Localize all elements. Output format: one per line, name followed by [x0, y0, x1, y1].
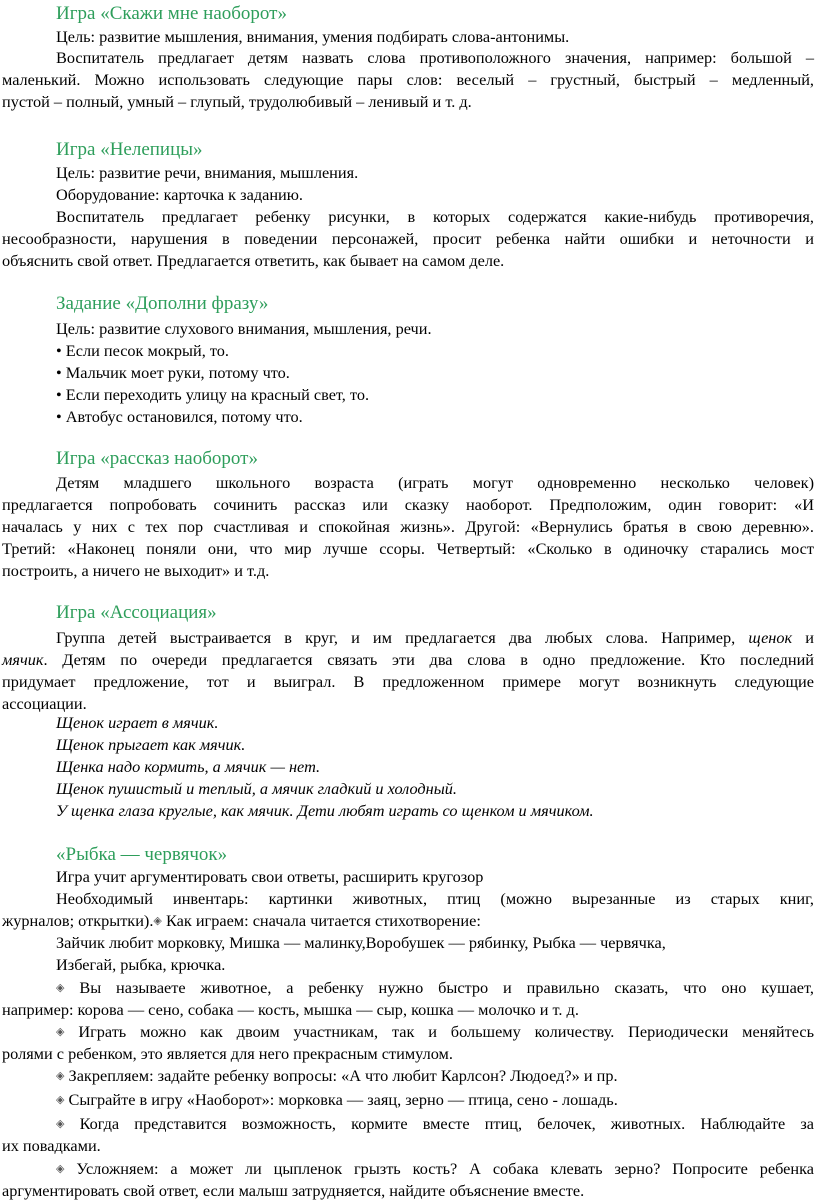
list-item: • Автобус остановился, потому что.: [56, 407, 303, 426]
diamond-bullet-icon: ◈: [56, 1094, 65, 1106]
word-puppy: щенок: [748, 628, 793, 647]
diamond-bullet-icon: ◈: [56, 1163, 65, 1175]
example-line: Щенок играет в мячик.: [56, 713, 219, 732]
diamond-bullet-icon: ◈: [153, 915, 162, 927]
diamond-bullet-icon: ◈: [56, 1026, 65, 1038]
heading-fish-worm: «Рыбка — червячок»: [56, 844, 228, 865]
example-line: Щенка надо кормить, а мячик — нет.: [56, 757, 321, 776]
goal-line: Цель: развитие речи, внимания, мышления.: [56, 163, 359, 182]
paragraph-line: ролями с ребенком, это является для него прекрасным стимулом.: [2, 1044, 453, 1063]
paragraph-line: ассоциации.: [2, 694, 87, 713]
paragraph-text: Усложняем: а может ли цыпленок грызть кость? А собака клевать зерно? Попросите ребенка: [76, 1159, 814, 1178]
diamond-bullet-icon: ◈: [56, 982, 65, 994]
paragraph-line: пустой – полный, умный – глупый, трудолюбивый – ленивый и т. д.: [2, 92, 472, 111]
paragraph-text: Играть можно как двоим участникам, так и большему количеству. Периодически меняйтесь: [78, 1022, 814, 1041]
word-ball: мячик: [2, 650, 44, 669]
paragraph-line: построить, а ничего не выходит» и т.д.: [2, 561, 270, 580]
paragraph-line: началась у них с тех пор счастливая и спокойная жизнь». Другой: «Вернулись братья в свою деревню».: [2, 517, 814, 536]
paragraph-line: [2, 627, 814, 649]
paragraph-line: например: корова — сено, собака — кость, мышка — сыр, кошка — молочко и т. д.: [2, 1000, 579, 1019]
diamond-bullet-icon: ◈: [56, 1118, 65, 1130]
paragraph-text: журналов; открытки).: [2, 911, 154, 930]
paragraph-line: [2, 649, 814, 671]
paragraph-line: объяснить свой ответ. Предлагается ответить, как бывает на самом деле.: [2, 251, 505, 270]
equipment-line: Оборудование: карточка к заданию.: [56, 185, 303, 204]
heading-reverse-story: Игра «рассказ наоборот»: [56, 448, 258, 469]
list-item: • Если песок мокрый, то.: [56, 341, 229, 360]
paragraph-line: придумает предложение, тот и выиграл. В предложенном примере могут возникнуть следующие: [2, 672, 814, 691]
heading-association-game: Игра «Ассоциация»: [56, 602, 217, 623]
paragraph-line: маленький. Можно использовать следующие пары слов: веселый – грустный, быстрый – медленный,: [2, 70, 814, 89]
paragraph-text: Группа детей выстраивается в круг, и им предлагается два любых слова. Например,: [56, 628, 736, 647]
diamond-bullet-icon: ◈: [56, 1070, 65, 1082]
poem-line: Зайчик любит морковку, Мишка — малинку,Воробушек — рябинку, Рыбка — червячка,: [56, 933, 666, 952]
poem-line: Избегай, рыбка, крючка.: [56, 955, 226, 974]
paragraph-line: [2, 1158, 814, 1182]
paragraph-line: несообразности, нарушения в поведении персонажей, просит ребенка найти ошибки и неточности и: [2, 229, 814, 248]
paragraph-line: [56, 1065, 618, 1089]
paragraph-line: [2, 977, 814, 1001]
paragraph-text: Сыграйте в игру «Наоборот»: морковка — заяц, зерно — птица, сено - лошадь.: [68, 1090, 618, 1109]
paragraph-line: их повадками.: [2, 1136, 101, 1155]
goal-line: Цель: развитие слухового внимания, мышления, речи.: [56, 319, 432, 338]
list-item: • Если переходить улицу на красный свет, то.: [56, 385, 370, 404]
list-item: • Мальчик моет руки, потому что.: [56, 363, 290, 382]
paragraph-text: . Детям по очереди предлагается связать эти два слова в одно предложение. Кто последний: [43, 650, 814, 669]
paragraph-line: аргументировать свой ответ, если малыш затрудняется, найдите объяснение вместе.: [2, 1181, 585, 1200]
heading-opposites-game: Игра «Скажи мне наоборот»: [56, 3, 287, 24]
paragraph-text: Закрепляем: задайте ребенку вопросы: «А что любит Карлсон? Людоед?» и пр.: [68, 1066, 618, 1085]
paragraph-text: Когда представится возможность, кормите вместе птиц, белочек, животных. Наблюдайте за: [79, 1114, 814, 1133]
paragraph-line: предлагается попробовать сочинить рассказ или сказку наоборот. Предположим, один говорит: «И: [2, 495, 814, 514]
heading-nonsense-game: Игра «Нелепицы»: [56, 139, 203, 160]
paragraph-line: Детям младшего школьного возраста (играть могут одновременно несколько человек): [56, 473, 814, 492]
paragraph-text: Вы называете животное, а ребенку нужно быстро и правильно сказать, что оно кушает,: [79, 978, 814, 997]
paragraph-text: Как играем: сначала читается стихотворение:: [165, 911, 481, 930]
example-line: Щенок прыгает как мячик.: [56, 735, 246, 754]
paragraph-line: [56, 1089, 618, 1113]
example-line: У щенка глаза круглые, как мячик. Дети любят играть со щенком и мячиком.: [56, 801, 594, 820]
paragraph-line: Воспитатель предлагает ребенку рисунки, в которых содержатся какие-нибудь противоречия,: [56, 207, 814, 226]
paragraph-line: Необходимый инвентарь: картинки животных, птиц (можно вырезанные из старых книг,: [56, 889, 814, 908]
paragraph-text: и: [805, 628, 814, 647]
paragraph-line: Третий: «Наконец поняли они, что мир лучше ссоры. Четвертый: «Сколько в одиночку старались мост: [2, 539, 814, 558]
goal-line: Цель: развитие мышления, внимания, умения подбирать слова-антонимы.: [56, 27, 570, 46]
paragraph-line: [2, 1113, 814, 1137]
heading-complete-phrase: Задание «Дополни фразу»: [56, 293, 269, 314]
paragraph-line: Воспитатель предлагает детям назвать слова противоположного значения, например: большой –: [56, 48, 814, 67]
paragraph-line: Игра учит аргументировать свои ответы, расширить кругозор: [56, 867, 484, 886]
paragraph-line: [2, 910, 481, 934]
paragraph-line: [2, 1021, 814, 1045]
example-line: Щенок пушистый и теплый, а мячик гладкий и холодный.: [56, 779, 457, 798]
